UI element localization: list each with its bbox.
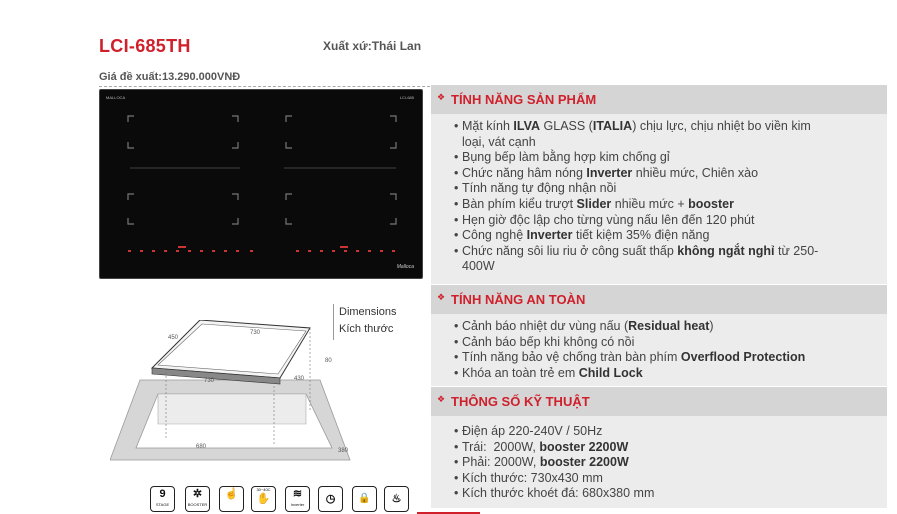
- list-item: • Công nghệ Inverter tiết kiệm 35% điện năng: [455, 228, 835, 244]
- list-item: • Tính năng tự động nhận nồi: [455, 181, 835, 197]
- dim-top-width: 730: [250, 330, 261, 336]
- list-item: • Kích thước khoét đá: 680x380 mm: [455, 486, 855, 502]
- dimensions-label-vi: Kích thước: [339, 323, 394, 335]
- residual-heat-icon: ♨: [384, 486, 409, 512]
- stage-icon: 9 STAGE: [150, 486, 175, 512]
- dim-hole-depth: 380: [338, 448, 349, 454]
- features-title: TÍNH NĂNG SẢN PHẨM: [451, 92, 597, 107]
- cooking-zones-graphic: [100, 90, 424, 280]
- product-price: Giá đề xuất:13.290.000VNĐ: [99, 71, 241, 83]
- product-origin: Xuất xứ:Thái Lan: [323, 39, 422, 53]
- safety-list: [455, 319, 875, 381]
- list-item: • Khóa an toàn trẻ em Child Lock: [455, 366, 875, 382]
- features-header: [431, 85, 887, 114]
- dimensions-label-en: Dimensions: [339, 306, 397, 318]
- list-item: • Tính năng bảo vệ chống tràn bàn phím Overflood Protection: [455, 350, 875, 366]
- product-model: LCI-685TH: [99, 36, 191, 56]
- dim-thickness: 80: [325, 358, 332, 364]
- specs-header: [431, 387, 887, 416]
- specs-title: THÔNG SỐ KỸ THUẬT: [451, 394, 590, 409]
- hob-brand-left: MALLOCA: [106, 95, 126, 100]
- timer-icon: ◷: [318, 486, 343, 512]
- dim-cut-width: 730: [204, 378, 215, 384]
- list-item: • Chức năng hâm nóng Inverter nhiều mức, Chiên xào: [455, 166, 835, 182]
- list-item: • Bụng bếp làm bằng hợp kim chống gỉ: [455, 150, 835, 166]
- list-item: • Cảnh báo nhiệt dư vùng nấu (Residual heat): [455, 319, 875, 335]
- features-list: [455, 119, 835, 275]
- divider: [99, 86, 435, 87]
- booster-icon: ✲ BOOSTER: [185, 486, 210, 512]
- list-item: • Cảnh báo bếp khi không có nồi: [455, 335, 875, 351]
- list-item: • Điện áp 220-240V / 50Hz: [455, 424, 855, 440]
- dim-side-depth: 450: [168, 335, 179, 341]
- diamond-bullet-icon: ❖: [437, 292, 446, 302]
- specs-list: [455, 424, 855, 502]
- safety-title: TÍNH NĂNG AN TOÀN: [451, 292, 586, 307]
- hob-logo: Malloca: [396, 264, 414, 270]
- product-image: [99, 89, 423, 279]
- safety-header: [431, 285, 887, 314]
- simmer-icon: 30~40C ✋: [251, 486, 276, 512]
- list-item: • Trái: 2000W, booster 2200W: [455, 440, 855, 456]
- list-item: • Kích thước: 730x430 mm: [455, 471, 855, 487]
- dim-hole-width: 680: [196, 444, 207, 450]
- touch-slider-icon: ☝: [219, 486, 244, 512]
- dim-cut-depth: 430: [294, 376, 305, 382]
- list-item: • Mặt kính ILVA GLASS (ITALIA) chịu lực, chịu nhiệt bo viền kim loại, vát cạnh: [455, 119, 835, 150]
- list-item: • Chức năng sôi liu riu ở công suất thấp không ngắt nghỉ từ 250-400W: [455, 244, 835, 275]
- hob-brand-right: LCI-685: [399, 95, 414, 100]
- diamond-bullet-icon: ❖: [437, 394, 446, 404]
- list-item: • Phải: 2000W, booster 2200W: [455, 455, 855, 471]
- inverter-icon: ≋ Inverter: [285, 486, 310, 512]
- diamond-bullet-icon: ❖: [437, 92, 446, 102]
- dimension-diagram: [110, 320, 360, 475]
- list-item: • Hẹn giờ độc lập cho từng vùng nấu lên đến 120 phút: [455, 213, 835, 229]
- dimension-drawing: [110, 320, 360, 470]
- child-lock-icon: 🔒: [352, 486, 377, 512]
- list-item: • Bàn phím kiểu trượt Slider nhiều mức + booster: [455, 197, 835, 213]
